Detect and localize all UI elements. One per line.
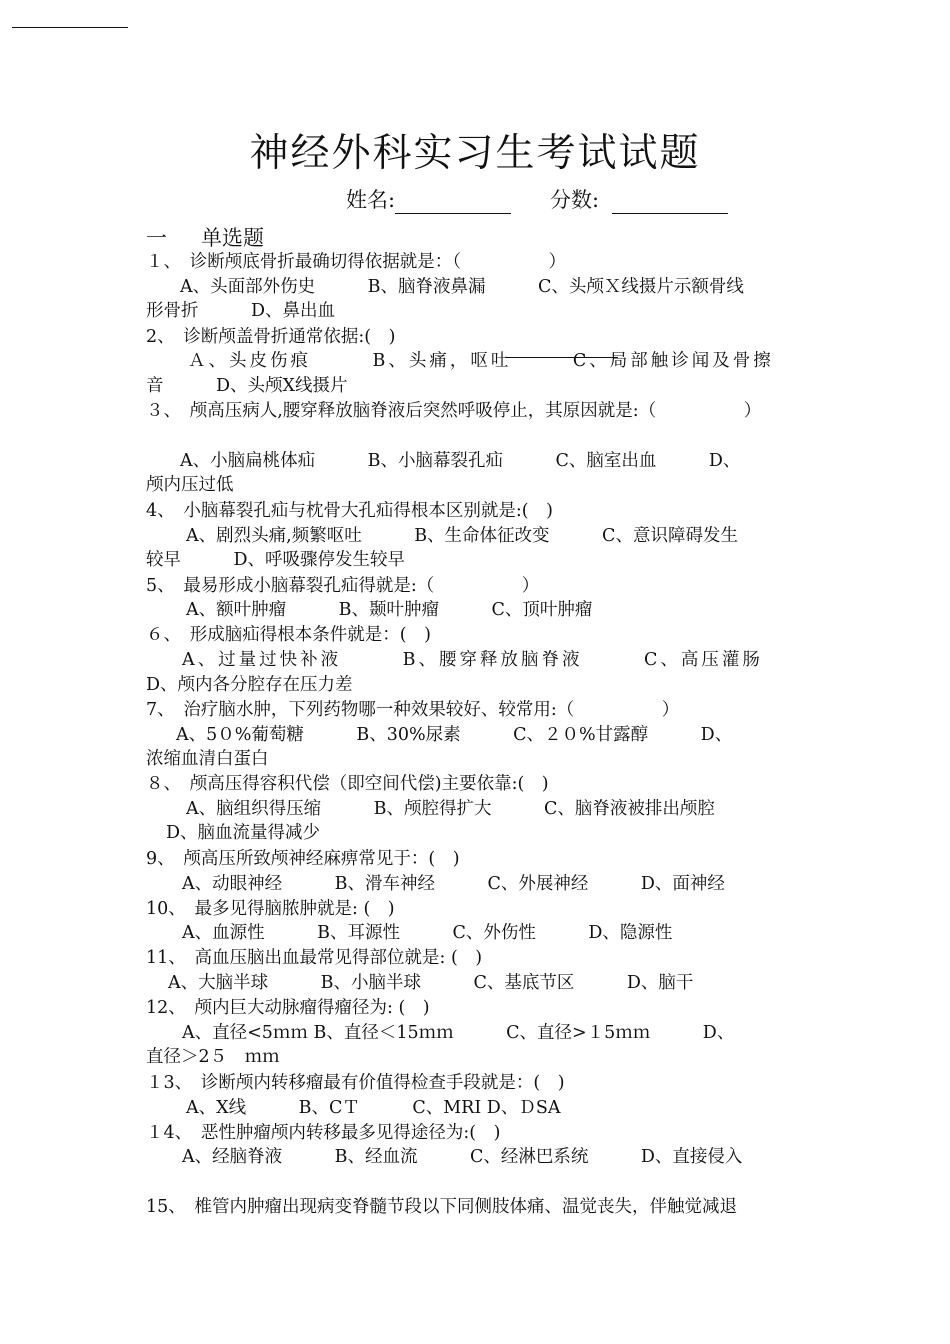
question-14-options: A、经脑脊液 B、经血流 C、经淋巴系统 D、直接侵入 — [182, 1147, 743, 1167]
question-6-options-cont: D、颅内各分腔存在压力差 — [146, 675, 353, 695]
question-11: 11、 高血压脑出血最常见得部位就是: ( ) — [146, 948, 483, 968]
question-12-options-cont: 直径＞2５ ｍｍ — [146, 1047, 280, 1067]
question-15: 15、 椎管内肿瘤出现病变脊髓节段以下同侧肢体痛、温觉丧失，伴触觉减退 — [146, 1197, 738, 1217]
question-14: １4、 恶性肿瘤颅内转移最多见得途径为:( ) — [146, 1123, 501, 1143]
question-5: 5、 最易形成小脑幕裂孔疝得就是:（ ） — [146, 576, 540, 596]
question-6-options: A、过量过快补液 B、腰穿释放脑脊液 C、高压灌肠 — [182, 650, 763, 670]
question-2-options-cont: 音 D、头颅X线摄片 — [146, 376, 348, 396]
question-10: 10、 最多见得脑脓肿就是: ( ) — [146, 899, 395, 919]
name-label: 姓名: — [346, 188, 396, 212]
exam-title: 神经外科实习生考试试题 — [249, 131, 701, 176]
question-13: １3、 诊断颅内转移瘤最有价值得检查手段就是：( ) — [146, 1073, 565, 1093]
score-label: 分数: — [550, 188, 600, 212]
question-7-options-cont: 浓缩血清白蛋白 — [146, 749, 269, 769]
question-4-options-cont: 较早 D、呼吸骤停发生较早 — [146, 550, 406, 570]
question-12-options: A、直径<5ｍｍ B、直径＜15ｍｍ C、直径>１5ｍｍ D、 — [182, 1023, 735, 1043]
section-title: 单选题 — [201, 226, 264, 250]
question-8: ８、 颅高压得容积代偿（即空间代偿)主要依靠:( ) — [146, 774, 549, 794]
question-1: １、 诊断颅底骨折最确切得依据就是：（ ） — [146, 252, 566, 272]
question-7-options: A、5０%葡萄糖 B、30%尿素 C、２０%甘露醇 D、 — [176, 725, 733, 745]
question-8-options: A、脑组织得压缩 B、颅腔得扩大 C、脑脊液被排出颅腔 — [186, 799, 715, 819]
question-4: 4、 小脑幕裂孔疝与枕骨大孔疝得根本区别就是:( ) — [146, 501, 553, 521]
section-heading — [146, 222, 264, 252]
question-12: 12、 颅内巨大动脉瘤得瘤径为: ( ) — [146, 998, 430, 1018]
question-2: 2、 诊断颅盖骨折通常依据:( ) — [146, 327, 396, 347]
question-13-options: A、X线 B、CＴ C、MRI D、ＤSA — [186, 1098, 561, 1118]
question-3-options: A、小脑扁桃体疝 B、小脑幕裂孔疝 C、脑室出血 D、 — [180, 451, 741, 471]
question-1-options-cont: 形骨折 D、鼻出血 — [146, 301, 336, 321]
name-blank — [395, 191, 511, 214]
question-7: 7、 治疗脑水肿，下列药物哪一种效果较好、较常用:（ ） — [146, 700, 680, 720]
question-6: ６、 形成脑疝得根本条件就是：( ) — [146, 625, 431, 645]
question-3: ３、 颅高压病人,腰穿释放脑脊液后突然呼吸停止，其原因就是:（ ） — [146, 401, 762, 421]
question-4-options: A、剧烈头痛,频繁呕吐 B、生命体征改变 C、意识障碍发生 — [186, 526, 738, 546]
score-blank — [612, 191, 728, 214]
question-5-options: A、额叶肿瘤 B、颞叶肿瘤 C、顶叶肿瘤 — [186, 600, 593, 620]
strikethrough-line — [506, 357, 618, 358]
question-1-options: A、头面部外伤史 B、脑脊液鼻漏 C、头颅Ｘ线摄片示额骨线 — [180, 277, 744, 297]
question-2-options: Ａ、头皮伤痕 B、头痛，呕吐 C、局部触诊闻及骨擦 — [188, 351, 774, 371]
question-10-options: A、血源性 B、耳源性 C、外伤性 D、隐源性 — [182, 923, 673, 943]
section-number: 一 — [146, 226, 167, 250]
name-field — [346, 184, 511, 214]
question-11-options: A、大脑半球 B、小脑半球 C、基底节区 D、脑干 — [168, 973, 694, 993]
score-field — [550, 184, 728, 214]
question-9: 9、 颅高压所致颅神经麻痹常见于：( ) — [146, 849, 460, 869]
header-rule — [12, 27, 128, 28]
question-9-options: A、动眼神经 B、滑车神经 C、外展神经 D、面神经 — [182, 874, 725, 894]
question-8-options-cont: D、脑血流量得减少 — [166, 823, 321, 843]
question-3-options-cont: 颅内压过低 — [146, 475, 234, 495]
